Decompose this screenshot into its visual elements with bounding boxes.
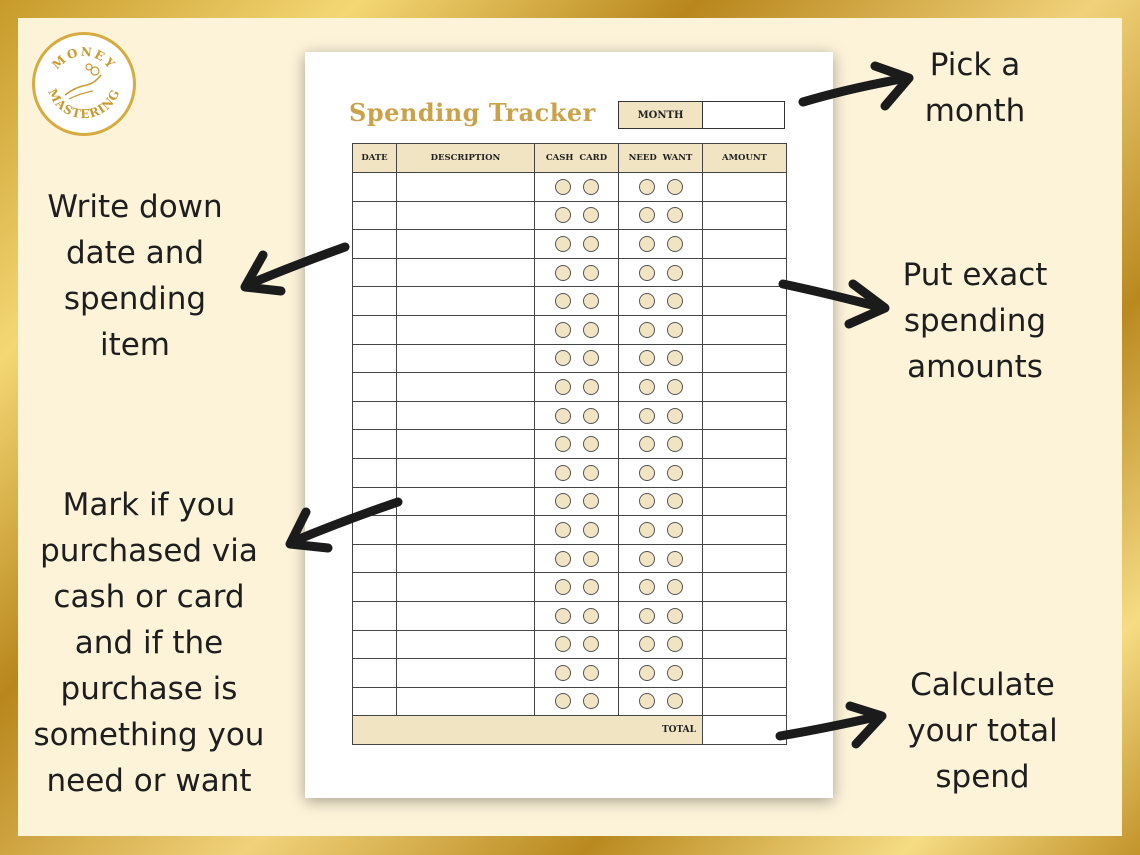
need-want-cell [619,516,703,545]
note-line: Mark if you [62,487,236,523]
note-line: date and [65,235,205,271]
want-checkbox[interactable] [667,693,683,709]
need-checkbox[interactable] [639,293,655,309]
card-checkbox[interactable] [583,665,599,681]
note-line: month [924,93,1026,129]
want-checkbox[interactable] [667,465,683,481]
cash-card-cell [535,201,619,230]
need-checkbox[interactable] [639,207,655,223]
need-want-cell [619,458,703,487]
cash-card-cell [535,458,619,487]
note-line: something you [33,717,265,753]
cash-card-cell [535,573,619,602]
arrow-icon [235,235,355,305]
need-checkbox[interactable] [639,379,655,395]
description-cell[interactable] [397,601,535,630]
amount-cell[interactable] [703,230,787,259]
logo-text-bottom: MASTERING [45,86,123,122]
need-want-cell [619,687,703,716]
table-row [353,373,787,402]
table-row [353,401,787,430]
arrow-icon [772,700,892,760]
amount-cell[interactable] [703,430,787,459]
month-box [618,101,785,129]
date-cell[interactable] [353,601,397,630]
want-checkbox[interactable] [667,207,683,223]
want-checkbox[interactable] [667,636,683,652]
table-row [353,315,787,344]
cash-checkbox[interactable] [555,265,571,281]
table-row [353,487,787,516]
description-cell[interactable] [397,230,535,259]
table-header [353,144,787,173]
cash-checkbox[interactable] [555,693,571,709]
cash-card-cell [535,601,619,630]
table-row [353,230,787,259]
need-want-cell [619,230,703,259]
want-checkbox[interactable] [667,350,683,366]
note-line: Write down [47,189,223,225]
amount-cell[interactable] [703,544,787,573]
total-row [353,716,787,745]
amount-cell[interactable] [703,516,787,545]
card-checkbox[interactable] [583,322,599,338]
month-input[interactable] [703,102,784,128]
table-row [353,173,787,202]
need-checkbox[interactable] [639,579,655,595]
note-line: Put exact [902,257,1048,293]
date-cell[interactable] [353,287,397,316]
amount-cell[interactable] [703,173,787,202]
note-line: purchased via [40,533,258,569]
amount-cell[interactable] [703,401,787,430]
need-want-cell [619,573,703,602]
spending-table [352,143,787,745]
description-cell[interactable] [397,573,535,602]
want-checkbox[interactable] [667,293,683,309]
date-cell[interactable] [353,258,397,287]
description-cell[interactable] [397,315,535,344]
cash-card-cell [535,315,619,344]
col-cash-card: CASH CARD [535,144,619,173]
svg-text:MASTERING [45,87,123,122]
note-line: need or want [46,763,252,799]
date-cell[interactable] [353,373,397,402]
card-checkbox[interactable] [583,350,599,366]
description-cell[interactable] [397,373,535,402]
cash-checkbox[interactable] [555,665,571,681]
cash-card-cell [535,487,619,516]
cash-card-cell [535,173,619,202]
cash-checkbox[interactable] [555,551,571,567]
date-cell[interactable] [353,687,397,716]
table-row [353,344,787,373]
cash-card-cell [535,258,619,287]
table-row [353,601,787,630]
card-checkbox[interactable] [583,293,599,309]
amount-cell[interactable] [703,630,787,659]
date-cell[interactable] [353,430,397,459]
note-line: and if the [74,625,224,661]
description-cell[interactable] [397,516,535,545]
table-row [353,659,787,688]
description-cell[interactable] [397,630,535,659]
col-need-want: NEED WANT [619,144,703,173]
cash-checkbox[interactable] [555,350,571,366]
amount-cell[interactable] [703,287,787,316]
need-want-cell [619,430,703,459]
cash-card-cell [535,373,619,402]
cash-checkbox[interactable] [555,379,571,395]
date-cell[interactable] [353,201,397,230]
table-row [353,516,787,545]
need-want-cell [619,401,703,430]
need-want-cell [619,287,703,316]
arrow-icon [775,272,895,337]
table-row [353,258,787,287]
need-checkbox[interactable] [639,465,655,481]
card-checkbox[interactable] [583,408,599,424]
need-want-cell [619,601,703,630]
card-checkbox[interactable] [583,522,599,538]
col-amount: AMOUNT [703,144,787,173]
description-cell[interactable] [397,201,535,230]
note-write-down [25,184,245,368]
date-cell[interactable] [353,401,397,430]
cash-checkbox[interactable] [555,608,571,624]
note-exact-amounts [870,252,1080,390]
amount-cell[interactable] [703,458,787,487]
description-cell[interactable] [397,430,535,459]
card-checkbox[interactable] [583,493,599,509]
cash-card-cell [535,659,619,688]
want-checkbox[interactable] [667,579,683,595]
need-checkbox[interactable] [639,350,655,366]
date-cell[interactable] [353,458,397,487]
note-line: Pick a [929,47,1021,83]
need-checkbox[interactable] [639,236,655,252]
card-checkbox[interactable] [583,579,599,595]
note-line: cash or card [53,579,245,615]
want-checkbox[interactable] [667,522,683,538]
need-want-cell [619,201,703,230]
description-cell[interactable] [397,687,535,716]
amount-cell[interactable] [703,573,787,602]
note-line: amounts [907,349,1043,385]
cash-card-cell [535,401,619,430]
cash-checkbox[interactable] [555,322,571,338]
card-checkbox[interactable] [583,379,599,395]
tracker-sheet [305,52,833,798]
cash-checkbox[interactable] [555,636,571,652]
need-checkbox[interactable] [639,408,655,424]
want-checkbox[interactable] [667,551,683,567]
need-checkbox[interactable] [639,665,655,681]
description-cell[interactable] [397,659,535,688]
want-checkbox[interactable] [667,179,683,195]
need-checkbox[interactable] [639,522,655,538]
table-row [353,287,787,316]
description-cell[interactable] [397,173,535,202]
arrow-icon [280,490,410,560]
want-checkbox[interactable] [667,265,683,281]
cash-card-cell [535,230,619,259]
note-line: item [99,327,171,363]
amount-cell[interactable] [703,659,787,688]
need-want-cell [619,373,703,402]
need-checkbox[interactable] [639,551,655,567]
cash-checkbox[interactable] [555,579,571,595]
description-cell[interactable] [397,344,535,373]
sheet-title: Spending Tracker [349,98,596,127]
date-cell[interactable] [353,173,397,202]
total-label: TOTAL [353,716,703,745]
need-want-cell [619,630,703,659]
cash-checkbox[interactable] [555,408,571,424]
note-line: spend [935,759,1030,795]
cash-checkbox[interactable] [555,293,571,309]
date-cell[interactable] [353,315,397,344]
amount-cell[interactable] [703,315,787,344]
need-checkbox[interactable] [639,265,655,281]
want-checkbox[interactable] [667,408,683,424]
cash-card-cell [535,344,619,373]
cash-checkbox[interactable] [555,179,571,195]
need-checkbox[interactable] [639,693,655,709]
note-mark-payment [24,482,274,804]
table-row [353,630,787,659]
money-mastering-logo [32,32,136,136]
date-cell[interactable] [353,630,397,659]
card-checkbox[interactable] [583,551,599,567]
cash-card-cell [535,287,619,316]
description-cell[interactable] [397,544,535,573]
need-checkbox[interactable] [639,179,655,195]
need-checkbox[interactable] [639,322,655,338]
col-description: DESCRIPTION [397,144,535,173]
logo-text-top: MONEY [49,44,119,73]
need-checkbox[interactable] [639,608,655,624]
description-cell[interactable] [397,487,535,516]
cash-checkbox[interactable] [555,522,571,538]
need-want-cell [619,659,703,688]
cash-checkbox[interactable] [555,236,571,252]
need-checkbox[interactable] [639,636,655,652]
date-cell[interactable] [353,573,397,602]
note-line: your total [907,713,1058,749]
table-row [353,687,787,716]
cash-checkbox[interactable] [555,207,571,223]
card-checkbox[interactable] [583,693,599,709]
table-row [353,573,787,602]
want-checkbox[interactable] [667,608,683,624]
col-date: DATE [353,144,397,173]
card-checkbox[interactable] [583,265,599,281]
note-line: purchase is [60,671,238,707]
cash-checkbox[interactable] [555,465,571,481]
cash-card-cell [535,544,619,573]
note-line: spending [903,303,1047,339]
amount-cell[interactable] [703,487,787,516]
amount-cell[interactable] [703,373,787,402]
cash-card-cell [535,687,619,716]
table-row [353,201,787,230]
card-checkbox[interactable] [583,608,599,624]
want-checkbox[interactable] [667,379,683,395]
table-row [353,430,787,459]
need-want-cell [619,487,703,516]
date-cell[interactable] [353,659,397,688]
want-checkbox[interactable] [667,436,683,452]
date-cell[interactable] [353,230,397,259]
description-cell[interactable] [397,287,535,316]
need-want-cell [619,544,703,573]
card-checkbox[interactable] [583,179,599,195]
cash-card-cell [535,430,619,459]
need-want-cell [619,344,703,373]
want-checkbox[interactable] [667,665,683,681]
note-pick-month [905,42,1045,134]
need-checkbox[interactable] [639,436,655,452]
amount-cell[interactable] [703,601,787,630]
need-want-cell [619,258,703,287]
arrow-icon [795,58,920,123]
cash-card-cell [535,516,619,545]
need-checkbox[interactable] [639,493,655,509]
need-want-cell [619,173,703,202]
note-calculate-total [880,662,1085,800]
table-row [353,544,787,573]
note-line: spending [63,281,207,317]
want-checkbox[interactable] [667,322,683,338]
need-want-cell [619,315,703,344]
amount-cell[interactable] [703,344,787,373]
cash-checkbox[interactable] [555,436,571,452]
card-checkbox[interactable] [583,436,599,452]
card-checkbox[interactable] [583,207,599,223]
table-body [353,173,787,745]
card-checkbox[interactable] [583,465,599,481]
date-cell[interactable] [353,344,397,373]
want-checkbox[interactable] [667,493,683,509]
amount-cell[interactable] [703,258,787,287]
card-checkbox[interactable] [583,636,599,652]
description-cell[interactable] [397,401,535,430]
card-checkbox[interactable] [583,236,599,252]
note-line: Calculate [910,667,1055,703]
amount-cell[interactable] [703,201,787,230]
cash-card-cell [535,630,619,659]
table-row [353,458,787,487]
logo-hand-icon [35,35,133,133]
svg-text:MONEY [49,45,118,73]
month-label: MONTH [619,102,703,128]
cash-checkbox[interactable] [555,493,571,509]
description-cell[interactable] [397,458,535,487]
description-cell[interactable] [397,258,535,287]
want-checkbox[interactable] [667,236,683,252]
